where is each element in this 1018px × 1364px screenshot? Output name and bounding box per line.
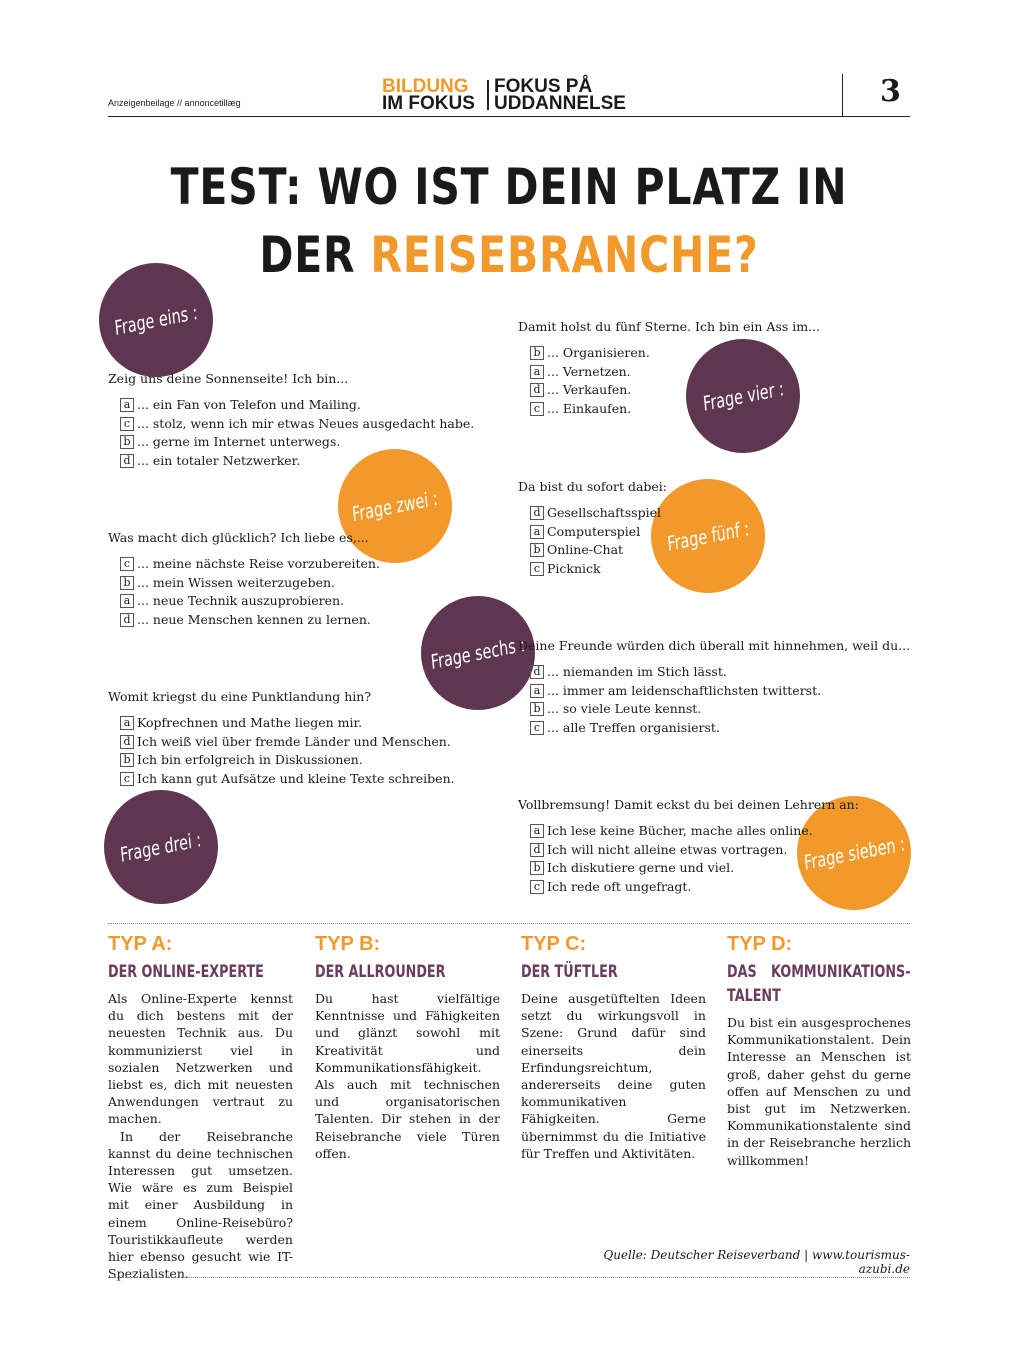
badge-frage-sechs: Frage sechs : (421, 596, 535, 710)
answer-option[interactable]: a Computerspiel (518, 523, 667, 542)
badge-frage-fuenf: Frage fünf : (651, 479, 765, 593)
question-2 (108, 529, 380, 629)
title-prefix: DER (259, 226, 371, 284)
page-title-line-2 (92, 226, 927, 284)
type-d-column (727, 932, 911, 1169)
answer-option[interactable]: d ... Verkaufen. (518, 381, 820, 400)
logo-divider (487, 80, 489, 110)
question-6 (518, 637, 910, 737)
type-a-column (108, 932, 293, 1282)
question-5 (518, 478, 667, 578)
answer-option[interactable]: b ... gerne im Internet unterwegs. (108, 433, 474, 452)
answer-option[interactable]: a ... ein Fan von Telefon und Mailing. (108, 396, 474, 415)
answer-option[interactable]: d ... neue Menschen kennen zu lernen. (108, 611, 380, 630)
answer-option[interactable]: a Ich lese keine Bücher, mache alles online. (518, 822, 859, 841)
type-text: Du hast vielfältige Kenntnisse und Fähigkeiten und glänzt sowohl mit Kreativität und Kommunikationsfähigkeit. Als auch mit technischen und organisatorischen Talenten. Dir stehen in der Reisebranche viele Türen offen. (315, 991, 500, 1161)
logo-left (382, 78, 475, 112)
type-subtitle: DER TÜFTLER (521, 962, 618, 982)
question-stem: Deine Freunde würden dich überall mit hinnehmen, weil du... (518, 638, 911, 653)
logo-bildung: BILDUNG (382, 76, 469, 97)
source-credit: Quelle: Deutscher Reiseverband | www.tourismus-azubi.de (603, 1248, 910, 1276)
question-stem: Zeig uns deine Sonnenseite! Ich bin... (108, 371, 349, 386)
type-subtitle: DAS KOMMUNIKATIONS-TALENT (727, 962, 911, 1006)
answer-option[interactable]: c ... Einkaufen. (518, 400, 820, 419)
answer-option[interactable]: c Ich kann gut Aufsätze und kleine Texte schreiben. (108, 770, 455, 789)
badge-frage-zwei: Frage zwei : (338, 449, 452, 563)
answer-option[interactable]: c Picknick (518, 560, 667, 579)
type-heading: TYP C: (521, 933, 587, 955)
answer-option[interactable]: a ... Vernetzen. (518, 363, 820, 382)
question-stem: Vollbremsung! Damit eckst du bei deinen Lehrern an: (518, 797, 859, 812)
page-number: 3 (880, 74, 901, 109)
answer-option[interactable]: d Ich weiß viel über fremde Länder und Menschen. (108, 733, 455, 752)
type-b-column (315, 932, 500, 1162)
question-3 (108, 688, 455, 788)
question-4 (518, 318, 820, 418)
dotted-divider-bottom (108, 1277, 910, 1278)
question-stem: Damit holst du fünf Sterne. Ich bin ein Ass im... (518, 319, 821, 334)
answer-option[interactable]: b Ich bin erfolgreich in Diskussionen. (108, 751, 455, 770)
type-text: Deine ausgetüftelten Ideen setzt du wirkungsvoll in Szene: Grund dafür sind einerseits dein Erfindungsreichtum, andererseits deine guten kommunikativen Fähigkeiten. Gerne übernimmst du die Initiative für Treffen und Aktivitäten. (521, 991, 706, 1161)
badge-frage-sieben: Frage sieben : (797, 796, 911, 910)
answer-option[interactable]: d Ich will nicht alleine etwas vortragen. (518, 841, 859, 860)
page-title-line-1: TEST: WO IST DEIN PLATZ IN (170, 158, 848, 216)
answer-option[interactable]: a Kopfrechnen und Mathe liegen mir. (108, 714, 455, 733)
answer-option[interactable]: a ... neue Technik auszuprobieren. (108, 592, 380, 611)
badge-frage-eins: Frage eins : (99, 263, 213, 377)
answer-option[interactable]: a ... immer am leidenschaftlichsten twitterst. (518, 682, 910, 701)
answer-option[interactable]: c ... alle Treffen organisierst. (518, 719, 910, 738)
answer-option[interactable]: c Ich rede oft ungefragt. (518, 878, 859, 897)
answer-option[interactable]: b Ich diskutiere gerne und viel. (518, 859, 859, 878)
supplement-label: Anzeigenbeilage // annoncetillæg (108, 98, 241, 108)
question-7 (518, 796, 859, 896)
title-highlight: REISEBRANCHE? (370, 226, 759, 284)
answer-option[interactable]: b Online-Chat (518, 541, 667, 560)
answer-option[interactable]: b ... mein Wissen weiterzugeben. (108, 574, 380, 593)
dotted-divider-top (108, 923, 910, 924)
logo-uddannelse: UDDANNELSE (494, 93, 626, 114)
answer-option[interactable]: b ... Organisieren. (518, 344, 820, 363)
badge-frage-vier: Frage vier : (686, 339, 800, 453)
type-heading: TYP A: (108, 933, 173, 955)
type-subtitle: DER ALLROUNDER (315, 962, 446, 982)
badge-frage-drei: Frage drei : (104, 790, 218, 904)
header-vertical-rule (842, 74, 843, 116)
answer-option[interactable]: c ... meine nächste Reise vorzubereiten. (108, 555, 380, 574)
answer-option[interactable]: d Gesellschaftsspiel (518, 504, 667, 523)
answer-option[interactable]: b ... so viele Leute kennst. (518, 700, 910, 719)
type-heading: TYP B: (315, 933, 381, 955)
type-text-2: In der Reisebranche kannst du deine technischen Interessen gut umsetzen. Wie wäre es zum Beispiel mit einer Ausbildung in einem Online-Reisebüro? Touristikkaufleute werden hier ebenso gesucht wie IT-Spezialisten. (108, 1128, 293, 1282)
answer-option[interactable]: d ... ein totaler Netzwerker. (108, 452, 474, 471)
question-1 (108, 370, 474, 470)
logo-im-fokus: IM FOKUS (382, 93, 475, 114)
logo-fokus-pa: FOKUS PÅ (494, 76, 593, 97)
type-text: Als Online-Experte kennst du dich bestens mit der neuesten Technik aus. Du kommunizierst viel in sozialen Netzwerken und liebst es, dich mit neuesten Anwendungen vertraut zu machen. (108, 991, 293, 1127)
type-heading: TYP D: (727, 933, 793, 955)
answer-option[interactable]: d ... niemanden im Stich lässt. (518, 663, 910, 682)
type-subtitle: DER ONLINE-EXPERTE (108, 962, 264, 982)
question-stem: Was macht dich glücklich? Ich liebe es,... (108, 530, 369, 545)
type-text: Du bist ein ausgesprochenes Kommunikationstalent. Dein Interesse an Menschen ist groß, daher gehst du gerne offen auf Menschen zu und bist gut im Netzwerken. Kommunikationstalente sind in der Reisebranche herzlich willkommen! (727, 1015, 911, 1168)
question-stem: Womit kriegst du eine Punktlandung hin? (108, 689, 372, 704)
type-c-column (521, 932, 706, 1162)
header-rule (108, 116, 910, 117)
question-stem: Da bist du sofort dabei: (518, 479, 668, 494)
logo-right (494, 78, 626, 112)
answer-option[interactable]: c ... stolz, wenn ich mir etwas Neues ausgedacht habe. (108, 415, 474, 434)
